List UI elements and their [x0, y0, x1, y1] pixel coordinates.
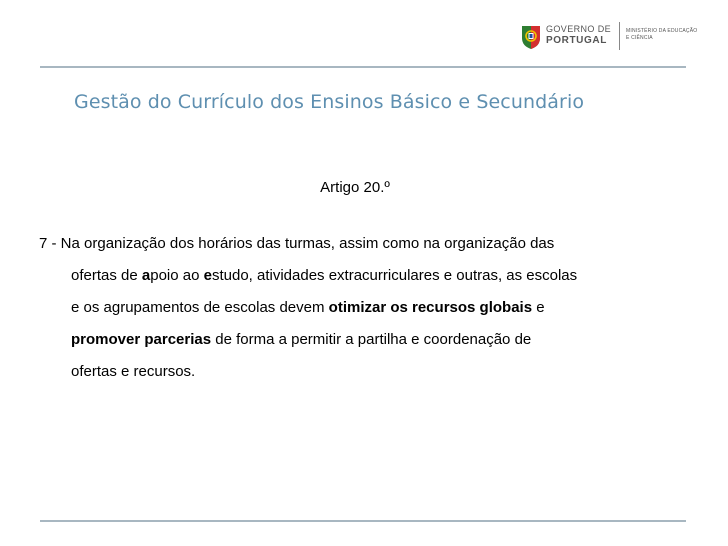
slide-title: Gestão do Currículo dos Ensinos Básico e Secundário	[74, 91, 585, 113]
bold-segment: a	[141, 267, 151, 284]
paragraph-line-3	[39, 292, 699, 324]
text-segment: e os agrupamentos de escolas devem	[71, 299, 329, 316]
text-segment: poio ao	[150, 267, 204, 284]
ministry-line-1: MINISTÉRIO DA EDUCAÇÃO	[626, 28, 698, 34]
bold-segment: otimizar os recursos globais	[328, 299, 533, 316]
government-line-2: PORTUGAL	[546, 35, 607, 46]
text-segment: de forma a permitir a partilha e coordenação de	[211, 331, 532, 348]
paragraph-line-5: ofertas e recursos.	[71, 363, 196, 380]
ministry-line-2: E CIÊNCIA	[626, 35, 653, 41]
top-divider	[40, 66, 686, 68]
bold-segment: promover parcerias	[71, 331, 212, 348]
government-logo	[520, 20, 698, 54]
paragraph-line-1: 7 - Na organização dos horários das turmas, assim como na organização das	[39, 235, 555, 252]
paragraph-line-2	[39, 260, 699, 292]
bold-segment: e	[203, 267, 212, 284]
logo-divider	[619, 22, 620, 50]
government-line-1: GOVERNO DE	[546, 24, 612, 34]
text-segment: studo, atividades extracurriculares e outras, as escolas	[211, 267, 578, 284]
text-segment: e	[532, 299, 545, 316]
article-heading: Artigo 20.º	[320, 179, 390, 196]
ministry-logo-text	[626, 28, 697, 42]
portugal-emblem-icon	[520, 22, 542, 50]
bottom-divider	[40, 520, 686, 522]
text-segment: ofertas de	[71, 267, 142, 284]
government-logo-text	[546, 24, 611, 46]
paragraph-line-4	[39, 324, 699, 356]
article-paragraph	[39, 228, 699, 388]
